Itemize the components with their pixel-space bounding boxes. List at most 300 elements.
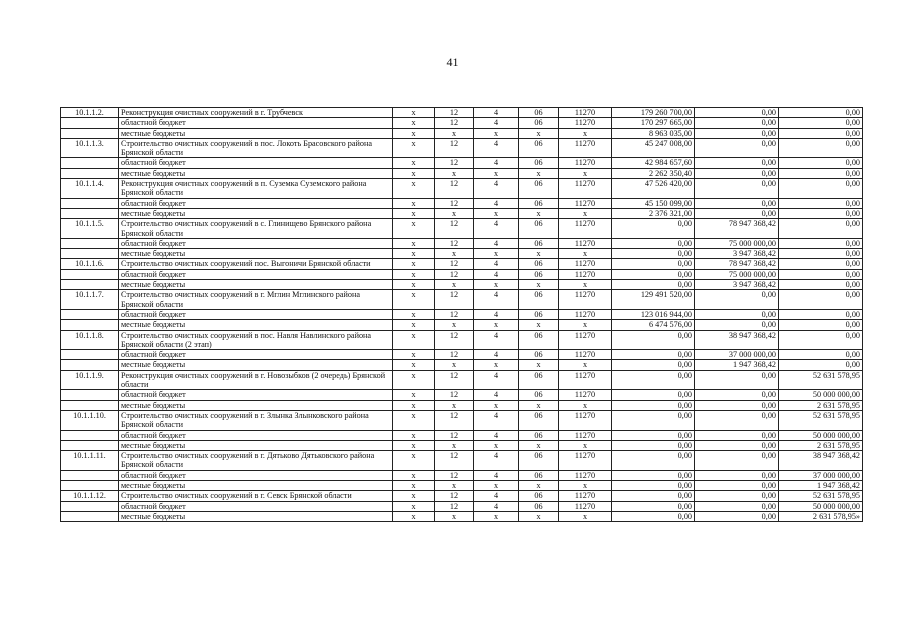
- row-col-5: 11270: [559, 238, 612, 248]
- row-value-1: 0,00: [612, 269, 695, 279]
- row-col-5: 11270: [559, 430, 612, 440]
- row-code: [61, 309, 119, 319]
- row-col-4: 06: [519, 491, 559, 501]
- row-col-2: 12: [435, 219, 474, 239]
- row-col-3: 4: [474, 309, 519, 319]
- row-col-1: х: [393, 350, 435, 360]
- row-value-1: 129 491 520,00: [612, 290, 695, 310]
- row-value-1: 0,00: [612, 501, 695, 511]
- row-col-5: х: [559, 480, 612, 490]
- row-col-1: х: [393, 390, 435, 400]
- row-value-2: 0,00: [695, 451, 779, 471]
- row-value-2: 0,00: [695, 480, 779, 490]
- row-col-1: х: [393, 320, 435, 330]
- table-row: [61, 198, 863, 208]
- table-row: [61, 501, 863, 511]
- row-col-2: 12: [435, 410, 474, 430]
- row-col-4: 06: [519, 138, 559, 158]
- row-value-1: 0,00: [612, 259, 695, 269]
- row-col-4: х: [519, 440, 559, 450]
- row-col-2: х: [435, 511, 474, 521]
- row-name: областной бюджет: [119, 470, 393, 480]
- row-col-5: х: [559, 400, 612, 410]
- row-col-3: 4: [474, 269, 519, 279]
- row-col-1: х: [393, 309, 435, 319]
- row-value-2: 0,00: [695, 208, 779, 218]
- row-code: [61, 511, 119, 521]
- row-value-3: 0,00: [779, 350, 863, 360]
- row-col-5: 11270: [559, 309, 612, 319]
- row-code: [61, 400, 119, 410]
- row-col-5: 11270: [559, 290, 612, 310]
- row-value-2: 0,00: [695, 390, 779, 400]
- row-value-3: 0,00: [779, 259, 863, 269]
- row-col-3: 4: [474, 451, 519, 471]
- table-row: [61, 309, 863, 319]
- row-value-2: 3 947 368,42: [695, 280, 779, 290]
- row-code: 10.1.1.2.: [61, 108, 119, 118]
- row-col-2: 12: [435, 138, 474, 158]
- row-col-3: 4: [474, 330, 519, 350]
- row-col-3: 4: [474, 470, 519, 480]
- row-col-4: 06: [519, 501, 559, 511]
- row-col-3: х: [474, 249, 519, 259]
- row-col-1: х: [393, 208, 435, 218]
- row-name: областной бюджет: [119, 501, 393, 511]
- row-value-1: 0,00: [612, 430, 695, 440]
- row-name: местные бюджеты: [119, 128, 393, 138]
- row-code: [61, 480, 119, 490]
- row-value-3: 52 631 578,95: [779, 410, 863, 430]
- row-name: местные бюджеты: [119, 511, 393, 521]
- row-col-4: 06: [519, 350, 559, 360]
- row-code: 10.1.1.7.: [61, 290, 119, 310]
- row-name: местные бюджеты: [119, 249, 393, 259]
- row-value-3: 38 947 368,42: [779, 451, 863, 471]
- row-col-1: х: [393, 330, 435, 350]
- row-value-1: 0,00: [612, 390, 695, 400]
- row-col-3: х: [474, 168, 519, 178]
- row-col-5: 11270: [559, 269, 612, 279]
- row-value-3: 2 631 578,95: [779, 440, 863, 450]
- row-col-3: 4: [474, 138, 519, 158]
- row-col-2: 12: [435, 108, 474, 118]
- row-col-5: 11270: [559, 491, 612, 501]
- page-number: 41: [446, 55, 459, 69]
- row-col-1: х: [393, 158, 435, 168]
- table-body: [61, 108, 863, 522]
- row-col-1: х: [393, 360, 435, 370]
- row-value-1: 0,00: [612, 491, 695, 501]
- row-value-2: 0,00: [695, 370, 779, 390]
- row-code: 10.1.1.3.: [61, 138, 119, 158]
- row-col-1: х: [393, 138, 435, 158]
- table-row: [61, 249, 863, 259]
- table-row: [61, 269, 863, 279]
- row-col-5: 11270: [559, 451, 612, 471]
- row-value-3: 0,00: [779, 330, 863, 350]
- row-col-5: 11270: [559, 108, 612, 118]
- row-col-4: х: [519, 168, 559, 178]
- row-code: [61, 128, 119, 138]
- row-col-3: х: [474, 440, 519, 450]
- table-row: [61, 370, 863, 390]
- row-code: [61, 280, 119, 290]
- row-value-1: 0,00: [612, 511, 695, 521]
- row-code: 10.1.1.4.: [61, 179, 119, 199]
- row-col-2: 12: [435, 470, 474, 480]
- row-name: местные бюджеты: [119, 440, 393, 450]
- row-col-3: х: [474, 511, 519, 521]
- row-value-2: 75 000 000,00: [695, 238, 779, 248]
- row-col-5: х: [559, 208, 612, 218]
- row-col-3: 4: [474, 491, 519, 501]
- row-name: областной бюджет: [119, 238, 393, 248]
- row-col-5: 11270: [559, 158, 612, 168]
- row-col-5: 11270: [559, 370, 612, 390]
- table-row: [61, 390, 863, 400]
- row-value-2: 0,00: [695, 168, 779, 178]
- row-value-3: 0,00: [779, 128, 863, 138]
- row-col-5: 11270: [559, 410, 612, 430]
- row-col-5: 11270: [559, 350, 612, 360]
- row-value-3: 50 000 000,00: [779, 501, 863, 511]
- row-name: Реконструкция очистных сооружений в п. Суземка Суземского района Брянской области: [119, 179, 393, 199]
- row-name: областной бюджет: [119, 350, 393, 360]
- row-col-2: 12: [435, 390, 474, 400]
- row-value-2: 1 947 368,42: [695, 360, 779, 370]
- row-name: Строительство очистных сооружений в г. Мглин Мглинского района Брянской области: [119, 290, 393, 310]
- row-col-2: 12: [435, 269, 474, 279]
- row-col-3: х: [474, 280, 519, 290]
- row-value-2: 0,00: [695, 290, 779, 310]
- row-name: местные бюджеты: [119, 168, 393, 178]
- row-value-1: 0,00: [612, 370, 695, 390]
- row-value-3: 37 000 000,00: [779, 470, 863, 480]
- row-value-2: 0,00: [695, 410, 779, 430]
- row-value-3: 0,00: [779, 360, 863, 370]
- row-value-3: 50 000 000,00: [779, 430, 863, 440]
- row-value-3: 0,00: [779, 280, 863, 290]
- row-value-1: 123 016 944,00: [612, 309, 695, 319]
- row-value-3: 0,00: [779, 290, 863, 310]
- row-code: [61, 350, 119, 360]
- row-col-3: х: [474, 128, 519, 138]
- row-code: [61, 198, 119, 208]
- row-col-4: х: [519, 400, 559, 410]
- row-col-5: х: [559, 440, 612, 450]
- row-col-1: х: [393, 108, 435, 118]
- table-row: [61, 320, 863, 330]
- row-col-1: х: [393, 219, 435, 239]
- row-col-1: х: [393, 440, 435, 450]
- row-col-5: 11270: [559, 179, 612, 199]
- row-col-3: 4: [474, 179, 519, 199]
- row-col-3: 4: [474, 198, 519, 208]
- row-value-3: 0,00: [779, 198, 863, 208]
- row-value-1: 0,00: [612, 360, 695, 370]
- row-value-1: 0,00: [612, 249, 695, 259]
- row-col-2: х: [435, 280, 474, 290]
- table-row: [61, 168, 863, 178]
- row-col-1: х: [393, 280, 435, 290]
- row-col-1: х: [393, 470, 435, 480]
- row-value-3: 0,00: [779, 168, 863, 178]
- row-value-3: 0,00: [779, 249, 863, 259]
- row-col-2: х: [435, 440, 474, 450]
- row-col-3: 4: [474, 410, 519, 430]
- row-col-4: 06: [519, 118, 559, 128]
- row-code: [61, 238, 119, 248]
- table-row: [61, 330, 863, 350]
- table-row: [61, 511, 863, 521]
- row-value-2: 0,00: [695, 118, 779, 128]
- row-name: Строительство очистных сооружений в г. Севск Брянской области: [119, 491, 393, 501]
- table-row: [61, 138, 863, 158]
- row-col-5: х: [559, 320, 612, 330]
- row-value-3: 1 947 368,42: [779, 480, 863, 490]
- row-value-2: 3 947 368,42: [695, 249, 779, 259]
- row-col-2: 12: [435, 118, 474, 128]
- row-col-1: х: [393, 179, 435, 199]
- row-name: областной бюджет: [119, 390, 393, 400]
- row-col-2: 12: [435, 198, 474, 208]
- table-row: [61, 280, 863, 290]
- row-name: областной бюджет: [119, 309, 393, 319]
- row-value-2: 75 000 000,00: [695, 269, 779, 279]
- row-value-1: 45 247 008,00: [612, 138, 695, 158]
- row-col-1: х: [393, 128, 435, 138]
- row-value-2: 0,00: [695, 158, 779, 168]
- row-col-3: 4: [474, 238, 519, 248]
- row-col-3: 4: [474, 350, 519, 360]
- row-col-2: 12: [435, 451, 474, 471]
- row-value-3: 0,00: [779, 219, 863, 239]
- row-col-3: х: [474, 320, 519, 330]
- row-name: местные бюджеты: [119, 400, 393, 410]
- row-col-3: х: [474, 208, 519, 218]
- row-value-3: 2 631 578,95: [779, 400, 863, 410]
- table-row: [61, 118, 863, 128]
- row-name: Реконструкция очистных сооружений в г. Трубчевск: [119, 108, 393, 118]
- table-row: [61, 410, 863, 430]
- row-name: Строительство очистных сооружений в г. Дятьково Дятьковского района Брянской области: [119, 451, 393, 471]
- row-col-4: 06: [519, 370, 559, 390]
- row-col-5: 11270: [559, 138, 612, 158]
- row-col-4: 06: [519, 179, 559, 199]
- row-col-5: х: [559, 360, 612, 370]
- row-value-3: 0,00: [779, 138, 863, 158]
- row-col-1: х: [393, 501, 435, 511]
- row-col-4: 06: [519, 390, 559, 400]
- row-col-5: х: [559, 249, 612, 259]
- row-value-2: 0,00: [695, 440, 779, 450]
- row-col-2: х: [435, 320, 474, 330]
- row-col-3: 4: [474, 290, 519, 310]
- row-value-2: 0,00: [695, 128, 779, 138]
- table-row: [61, 208, 863, 218]
- row-value-2: 78 947 368,42: [695, 259, 779, 269]
- row-code: 10.1.1.10.: [61, 410, 119, 430]
- row-name: областной бюджет: [119, 118, 393, 128]
- row-col-3: 4: [474, 370, 519, 390]
- row-name: областной бюджет: [119, 158, 393, 168]
- row-value-3: 0,00: [779, 108, 863, 118]
- table-row: [61, 491, 863, 501]
- row-code: 10.1.1.8.: [61, 330, 119, 350]
- row-col-1: х: [393, 451, 435, 471]
- row-col-3: 4: [474, 108, 519, 118]
- row-col-2: 12: [435, 350, 474, 360]
- row-value-3: 0,00: [779, 309, 863, 319]
- row-code: [61, 158, 119, 168]
- row-value-1: 0,00: [612, 451, 695, 471]
- row-value-1: 0,00: [612, 330, 695, 350]
- row-col-2: х: [435, 168, 474, 178]
- row-col-5: 11270: [559, 118, 612, 128]
- row-col-2: 12: [435, 290, 474, 310]
- row-col-4: 06: [519, 330, 559, 350]
- row-col-2: 12: [435, 370, 474, 390]
- row-code: [61, 249, 119, 259]
- row-col-4: х: [519, 280, 559, 290]
- row-name: местные бюджеты: [119, 320, 393, 330]
- row-col-4: 06: [519, 219, 559, 239]
- row-value-3: 52 631 578,95: [779, 491, 863, 501]
- row-value-3: 0,00: [779, 179, 863, 199]
- row-col-1: х: [393, 198, 435, 208]
- row-col-2: 12: [435, 238, 474, 248]
- row-col-3: 4: [474, 430, 519, 440]
- row-value-1: 0,00: [612, 440, 695, 450]
- row-value-2: 37 000 000,00: [695, 350, 779, 360]
- row-code: [61, 269, 119, 279]
- row-col-1: х: [393, 118, 435, 128]
- table-row: [61, 128, 863, 138]
- row-code: 10.1.1.5.: [61, 219, 119, 239]
- row-col-5: 11270: [559, 198, 612, 208]
- row-code: [61, 501, 119, 511]
- row-col-5: 11270: [559, 219, 612, 239]
- row-col-2: 12: [435, 259, 474, 269]
- row-col-2: х: [435, 360, 474, 370]
- table-row: [61, 451, 863, 471]
- row-col-3: 4: [474, 118, 519, 128]
- row-value-2: 0,00: [695, 470, 779, 480]
- row-col-5: х: [559, 128, 612, 138]
- row-col-3: 4: [474, 501, 519, 511]
- row-code: [61, 208, 119, 218]
- row-col-4: х: [519, 480, 559, 490]
- row-name: местные бюджеты: [119, 480, 393, 490]
- table-row: [61, 219, 863, 239]
- row-code: [61, 320, 119, 330]
- table-row: [61, 360, 863, 370]
- row-code: [61, 430, 119, 440]
- table-row: [61, 400, 863, 410]
- row-value-3: 0,00: [779, 320, 863, 330]
- row-value-3: 0,00: [779, 269, 863, 279]
- row-col-2: х: [435, 400, 474, 410]
- row-name: местные бюджеты: [119, 208, 393, 218]
- row-col-4: 06: [519, 108, 559, 118]
- row-value-2: 0,00: [695, 309, 779, 319]
- row-code: [61, 168, 119, 178]
- row-col-2: 12: [435, 179, 474, 199]
- row-col-2: 12: [435, 430, 474, 440]
- row-value-3: 2 631 578,95»: [779, 511, 863, 521]
- row-col-4: 06: [519, 290, 559, 310]
- row-col-1: х: [393, 430, 435, 440]
- row-col-1: х: [393, 370, 435, 390]
- row-value-3: 50 000 000,00: [779, 390, 863, 400]
- row-col-2: х: [435, 249, 474, 259]
- row-col-4: х: [519, 249, 559, 259]
- table-row: [61, 179, 863, 199]
- row-value-2: 78 947 368,42: [695, 219, 779, 239]
- row-col-4: 06: [519, 238, 559, 248]
- table-row: [61, 259, 863, 269]
- row-value-2: 0,00: [695, 501, 779, 511]
- row-col-2: х: [435, 208, 474, 218]
- table-row: [61, 470, 863, 480]
- row-name: Реконструкция очистных сооружений в г. Новозыбков (2 очередь) Брянской области: [119, 370, 393, 390]
- budget-table: [60, 107, 863, 522]
- row-col-1: х: [393, 491, 435, 501]
- row-name: Строительство очистных сооружений в г. Злынка Злынковского района Брянской области: [119, 410, 393, 430]
- row-value-1: 47 526 420,00: [612, 179, 695, 199]
- row-col-2: 12: [435, 501, 474, 511]
- row-code: 10.1.1.6.: [61, 259, 119, 269]
- row-value-2: 0,00: [695, 430, 779, 440]
- row-col-3: х: [474, 400, 519, 410]
- row-value-1: 0,00: [612, 410, 695, 430]
- row-col-2: х: [435, 480, 474, 490]
- row-col-4: х: [519, 128, 559, 138]
- row-col-5: 11270: [559, 259, 612, 269]
- row-col-4: 06: [519, 309, 559, 319]
- row-col-4: 06: [519, 410, 559, 430]
- row-col-1: х: [393, 410, 435, 430]
- row-value-2: 0,00: [695, 138, 779, 158]
- row-col-4: х: [519, 320, 559, 330]
- row-value-3: 0,00: [779, 238, 863, 248]
- row-col-3: х: [474, 480, 519, 490]
- table-row: [61, 350, 863, 360]
- row-col-4: х: [519, 208, 559, 218]
- row-value-3: 0,00: [779, 118, 863, 128]
- row-value-3: 0,00: [779, 208, 863, 218]
- row-value-2: 0,00: [695, 511, 779, 521]
- row-value-1: 170 297 665,00: [612, 118, 695, 128]
- table-row: [61, 480, 863, 490]
- row-value-2: 0,00: [695, 179, 779, 199]
- row-name: Строительство очистных сооружений в пос. Локоть Брасовского района Брянской области: [119, 138, 393, 158]
- row-col-1: х: [393, 269, 435, 279]
- row-value-2: 0,00: [695, 198, 779, 208]
- row-value-1: 2 262 350,40: [612, 168, 695, 178]
- row-name: Строительство очистных сооружений пос. Выгоничи Брянской области: [119, 259, 393, 269]
- row-col-4: 06: [519, 198, 559, 208]
- row-code: [61, 118, 119, 128]
- row-value-2: 38 947 368,42: [695, 330, 779, 350]
- table-row: [61, 158, 863, 168]
- row-code: 10.1.1.12.: [61, 491, 119, 501]
- row-value-2: 0,00: [695, 491, 779, 501]
- row-col-5: х: [559, 168, 612, 178]
- row-value-1: 8 963 035,00: [612, 128, 695, 138]
- row-name: местные бюджеты: [119, 360, 393, 370]
